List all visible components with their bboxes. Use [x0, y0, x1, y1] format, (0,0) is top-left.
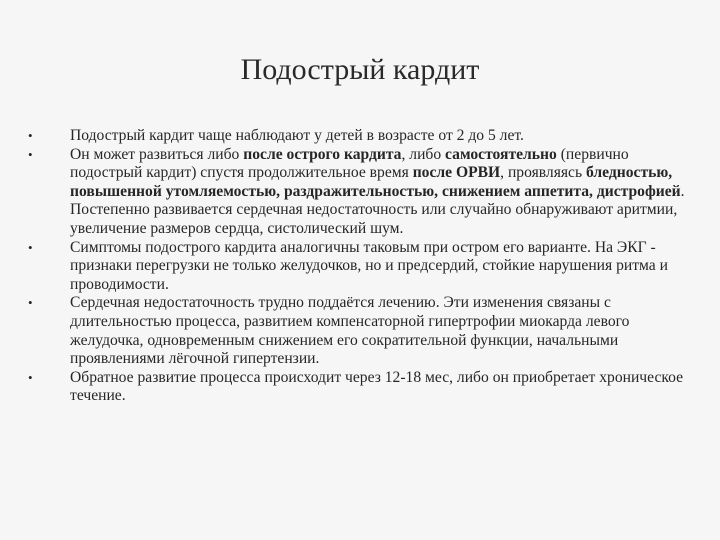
bullet-marker: • — [28, 369, 33, 385]
bullet-item-2 — [28, 146, 696, 239]
bullet-2-emphasis-after-acute: после острого кардита — [243, 145, 402, 163]
bullet-marker: • — [28, 128, 33, 143]
bullet-item-5 — [28, 369, 696, 406]
bullet-item-4 — [28, 294, 696, 368]
bullet-item-3 — [28, 239, 696, 295]
bullet-text-4: Сердечная недостаточность трудно поддаётся лечению. Эти изменения связаны с длительностью процесса, развитием компенсаторной гипертрофии миокарда левого желудочка, одновременным снижением его сократительной функции, начальными проявлениями лёгочной гипертензии. — [70, 294, 630, 368]
bullet-marker: • — [28, 295, 33, 311]
bullet-text-5: Обратное развитие процесса происходит через 12-18 мес, либо он приобретает хроническое течение. — [70, 368, 684, 405]
bullet-list — [28, 127, 696, 406]
bullet-2-text-e: . Постепенно развивается сердечная недостаточность или случайно обнаруживают аритмии, увеличение размеров сердца, систолический шум. — [70, 182, 685, 237]
bullet-text-1: Подострый кардит чаще наблюдают у детей в возрасте от 2 до 5 лет. — [70, 127, 524, 144]
bullet-2-emphasis-after-arvi: после ОРВИ — [412, 164, 501, 182]
slide-title: Подострый кардит — [240, 53, 480, 86]
bullet-marker: • — [28, 146, 33, 162]
bullet-item-1 — [28, 127, 696, 146]
bullet-2-text-b: , либо — [401, 145, 446, 163]
bullet-2-text-d: , проявляясь — [500, 164, 586, 182]
bullet-marker: • — [28, 239, 33, 255]
bullet-2-text-a: Он может развиться либо — [70, 145, 244, 163]
bullet-2-emphasis-symptoms: бледностью, повышенной утомляемостью, раздражительностью, снижением аппетита, дистрофией — [70, 164, 681, 200]
bullet-text-3: Симптомы подострого кардита аналогичны таковым при остром его варианте. На ЭКГ - признаки перегрузки не только желудочков, но и предсердий, стойкие нарушения ритма и проводимости. — [70, 238, 668, 293]
bullet-2-text-c: (первично подострый кардит) спустя продолжительное время — [70, 145, 629, 182]
bullet-2-emphasis-independently: самостоятельно — [445, 145, 557, 163]
